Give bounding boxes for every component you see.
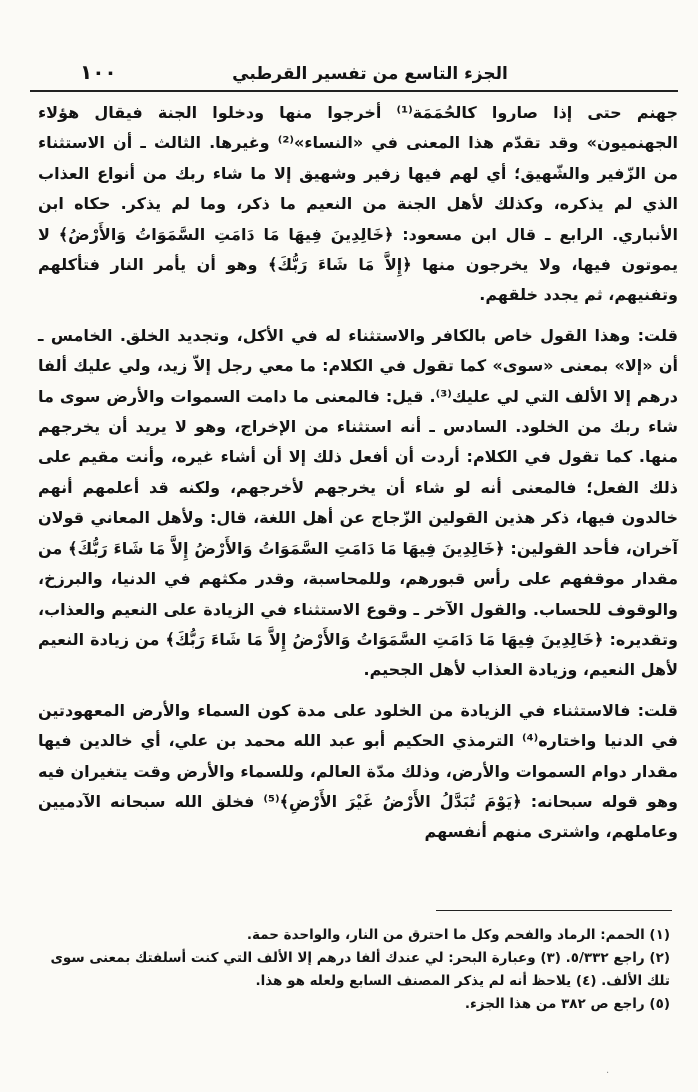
- footnotes: [38, 924, 670, 1016]
- paragraph: قلت: فالاستثناء في الزيادة من الخلود على مدة كون السماء والأرض المعهودتين في الدنيا واختاره⁽⁴⁾ الترمذي الحكيم أبو عبد الله محمد بن علي، أي خالدين فيها مقدار دوام السموات والأرض، وذلك مدّة العالم، وللسماء والأرض وقت يتغيران فيه وهو قوله سبحانه: ﴿يَوْمَ تُبَدَّلُ الأَرْضُ غَيْرَ الأَرْضِ﴾⁽⁵⁾ فخلق الله سبحانه الآدميين وعاملهم، واشترى منهم أنفسهم: [38, 700, 678, 842]
- header-rule: [30, 90, 678, 92]
- paragraph: جهنم حتى إذا صاروا كالحُمَمَة⁽¹⁾ أخرجوا منها ودخلوا الجنة فيقال هؤلاء الجهنميون» وقد تقدّم هذا المعنى في «النساء»⁽²⁾ وغيرها. الثالث ـ أن الاستثناء من الزّفير والشّهيق؛ أي لهم فيها زفير وشهيق إلا ما شاء ربك من أنواع العذاب الذي لم يذكره، وكذلك لأهل الجنة من النعيم ما ذكر، وما لم يذكر. حكاه ابن الأنباري. الرابع ـ قال ابن مسعود: ﴿خَالِدِينَ فِيهَا مَا دَامَتِ السَّمَوَاتُ وَالأَرْضُ﴾ لا يموتون فيها، ولا يخرجون منها ﴿إِلاَّ مَا شَاءَ رَبُّكَ﴾ وهو أن يأمر النار فتأكلهم وتفنيهم، ثم يجدد خلقهم.: [38, 103, 679, 305]
- footnote: (٥) راجع ص ٣٨٢ من هذا الجزء.: [464, 996, 670, 1012]
- body-text: [38, 98, 678, 848]
- paragraph: قلت: وهذا القول خاص بالكافر والاستثناء له في الأكل، وتجديد الخلق. الخامس ـ أن «إلا» بمعنى «سوى» كما تقول في الكلام: ما معي رجل إلاّ زيد، ولي عليك ألفا درهم إلا الألف التي لي عليك⁽³⁾. قيل: فالمعنى ما دامت السموات والأرض سوى ما شاء ربك من الخلود. السادس ـ أنه استثناء من الإخراج، وهو لا يريد أن يخرجهم منها. كما تقول في الكلام: أردت أن أفعل ذلك إلا أن أشاء غيره، وأنت مقيم على ذلك الفعل؛ فالمعنى أنه لو شاء أن يخرجهم لأخرجهم، ولكنه قد أعلمهم أنهم خالدون فيها، ذكر هذين القولين الزّجاج عن أهل اللغة، قال: ولأهل المعاني قولان آخران، فأحد القولين: ﴿خَالِدِينَ فِيهَا مَا دَامَتِ السَّمَوَاتُ وَالأَرْضُ إِلاَّ مَا شَاءَ رَبُّكَ﴾ من مقدار موقفهم على رأس قبورهم، وللمحاسبة، وقدر مكثهم في الدنيا، والبرزخ، والوقوف للحساب. والقول الآخر ـ وقوع الاستثناء في الزيادة على النعيم والعذاب، وتقديره: ﴿خَالِدِينَ فِيهَا مَا دَامَتِ السَّمَوَاتُ وَالأَرْضُ إِلاَّ مَا شَاءَ رَبُّكَ﴾ من زيادة النعيم لأهل النعيم، وزيادة العذاب لأهل الجحيم.: [38, 325, 678, 680]
- footnote: (١) الحمم: الرماد والفحم وكل ما احترق من النار، والواحدة حمة.: [246, 927, 670, 943]
- running-title: الجزء التاسع من تفسير القرطبي: [232, 64, 508, 84]
- page-number: ١٠٠: [80, 60, 117, 84]
- footnote: (٢) راجع ٥/٣٣٢. (٣) وعبارة البحر: لي عندك ألفا درهم إلا الألف التي كنت أسلفتك بمعنى سوى تلك الألف. (٤) يلاحظ أنه لم يذكر المصنف السابع ولعله هو هذا.: [50, 950, 670, 989]
- page-mark: ·: [606, 1068, 610, 1079]
- footnote-rule: [436, 910, 672, 911]
